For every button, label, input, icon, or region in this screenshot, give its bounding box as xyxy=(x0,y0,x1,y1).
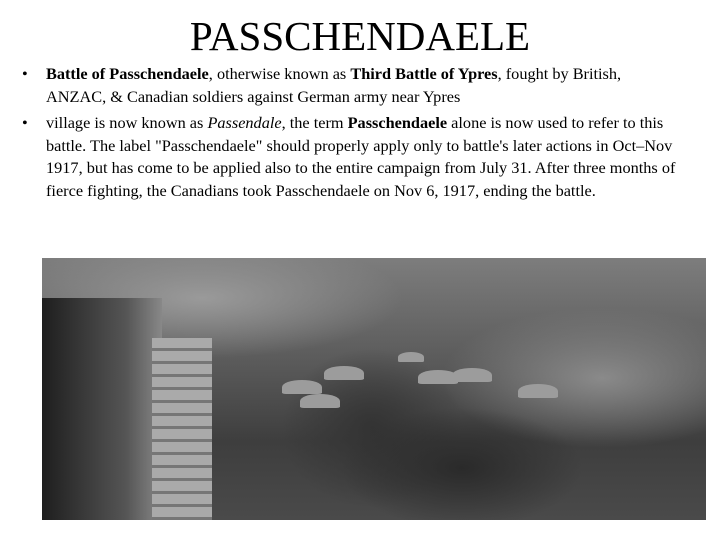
bullet-text-bold: Third Battle of Ypres xyxy=(350,64,498,83)
bullet-item xyxy=(22,63,682,108)
bullet-text: , otherwise known as xyxy=(208,64,351,83)
helmet-shape xyxy=(282,380,322,394)
bullet-text: , fought by British, ANZAC, & Canadian soldiers against German army near Ypres xyxy=(46,64,622,106)
bullet-text-bold: Battle of Passchendaele xyxy=(46,64,209,83)
bullet-text: village is now known as xyxy=(46,113,208,132)
slide-title: PASSCHENDAELE xyxy=(189,13,531,59)
helmet-shape xyxy=(324,366,364,380)
bullet-text: alone is now used to refer to this battle. The label "Passchendaele" should properly apply only to battle's later actions in Oct–Nov 1917, but has come to be applied also to the entire campaign from July 31. After three months of fierce fighting, the Canadians took Passchendaele on Nov 6, 1917, ending the battle. xyxy=(46,113,676,200)
bullet-text-bold: Passchendaele xyxy=(347,113,448,132)
bullet-list xyxy=(22,63,682,206)
helmet-shape xyxy=(398,352,424,362)
bullet-text-italic: Passendale xyxy=(207,113,282,132)
helmet-shape xyxy=(300,394,340,408)
helmet-shape xyxy=(452,368,492,382)
bullet-text: , the term xyxy=(281,113,348,132)
bullet-dot-icon: • xyxy=(22,113,28,132)
helmet-shape xyxy=(518,384,558,398)
bullet-dot-icon: • xyxy=(22,64,28,83)
trench-wall xyxy=(42,298,162,520)
bullet-item xyxy=(22,112,682,202)
trench-soldiers-photo xyxy=(42,258,706,520)
sandbag-wall xyxy=(152,338,212,520)
